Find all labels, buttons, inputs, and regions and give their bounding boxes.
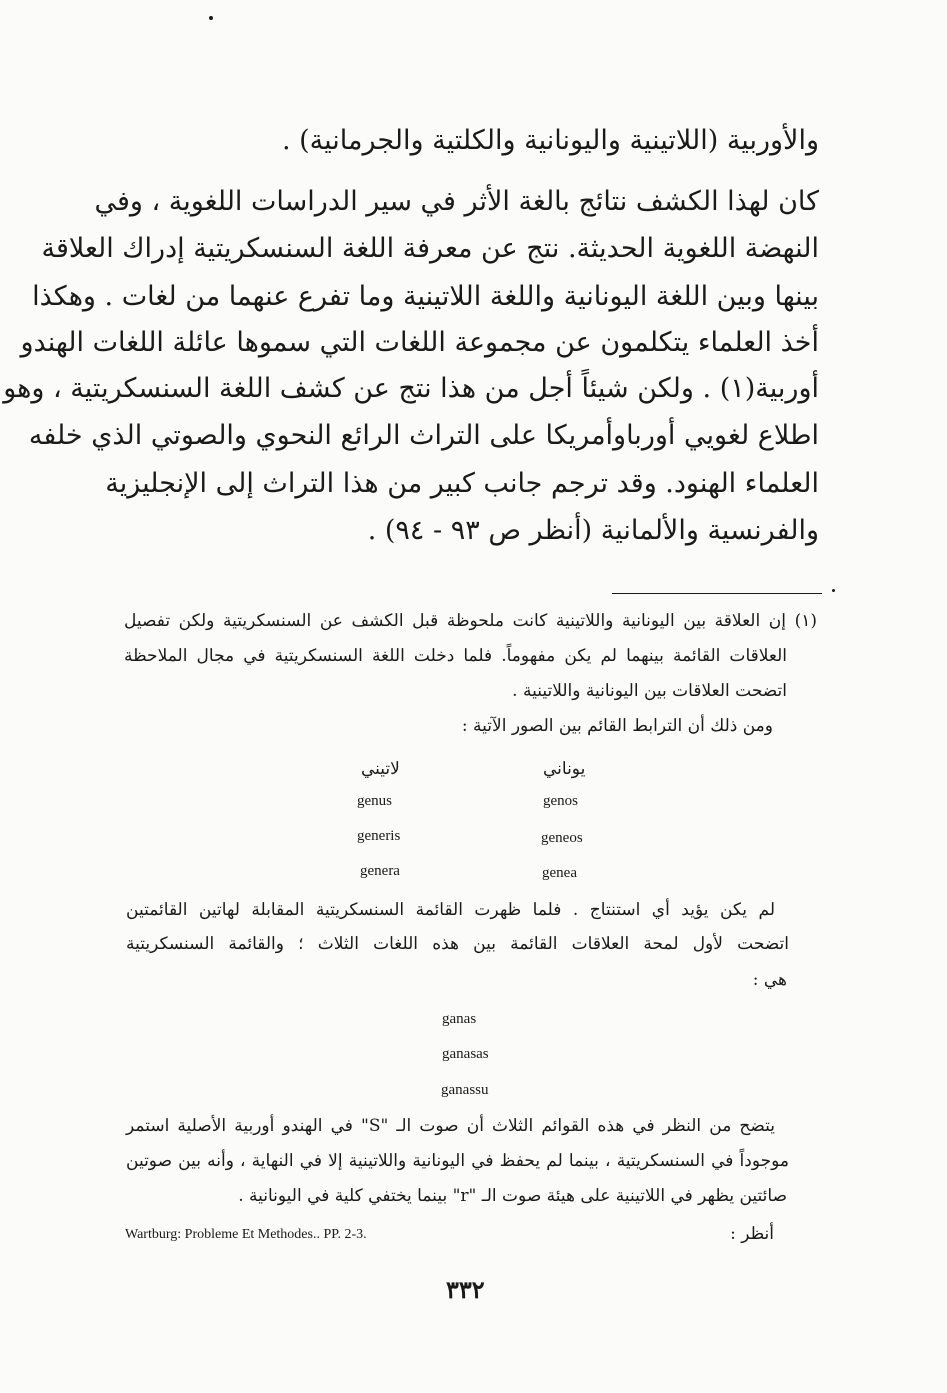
greek-word: geneos — [541, 830, 583, 846]
main-text-line-3: النهضة اللغوية الحديثة. نتج عن معرفة اللغة السنسكريتية إدراك العلاقة — [41, 233, 819, 264]
sanskrit-word: ganassu — [441, 1082, 489, 1098]
footnote-line-2: العلاقات القائمة بينهما لم يكن مفهوماً. فلما دخلت اللغة السنسكريتية في مجال الملاحظة — [124, 646, 787, 666]
main-text-line-2: كان لهذا الكشف نتائج بالغة الأثر في سير الدراسات اللغوية ، وفي — [94, 186, 819, 217]
footnote-line-1: (١) إن العلاقة بين اليونانية واللاتينية كانت ملحوظة قبل الكشف عن السنسكريتية ولكن تفصيل — [124, 611, 817, 631]
sanskrit-word: ganasas — [442, 1046, 489, 1062]
reference-label: أنظر : — [730, 1224, 774, 1244]
footnote-line-9: موجوداً في السنسكريتية ، بينما لم يحفظ في اليونانية واللاتينية إلا في النهاية ، وأنه بين صوتين — [126, 1151, 789, 1171]
main-text-line-7: اطلاع لغويي أورباوأمريكا على التراث الرائع النحوي والصوتي الذي خلفه — [28, 420, 819, 451]
greek-word: genos — [543, 793, 578, 809]
page-number: ٣٣٢ — [446, 1275, 485, 1304]
footnote-line-5: لم يكن يؤيد أي استنتاج . فلما ظهرت القائمة السنسكريتية المقابلة لهاتين القائمتين — [126, 900, 775, 920]
main-text-line-8: العلماء الهنود. وقد ترجم جانب كبير من هذا التراث إلى الإنجليزية — [105, 468, 819, 499]
header-greek: يوناني — [543, 759, 586, 779]
reference-citation: Wartburg: Probleme Et Methodes.. PP. 2-3. — [125, 1227, 367, 1242]
footnote-line-4: ومن ذلك أن الترابط القائم بين الصور الآتية : — [461, 716, 773, 736]
main-text-line-4: بينها وبين اللغة اليونانية واللغة اللاتينية وما تفرع عنهما من لغات . وهكذا — [32, 281, 819, 312]
footnote-line-10: صائتين يظهر في اللاتينية على هيئة صوت الـ "r" بينما يختفي كلية في اليونانية . — [238, 1186, 787, 1206]
main-text-line-9: والفرنسية والألمانية (أنظر ص ٩٣ - ٩٤) . — [367, 515, 819, 546]
main-text-line-1: والأوربية (اللاتينية واليونانية والكلتية والجرمانية) . — [281, 125, 819, 156]
latin-word: generis — [357, 828, 401, 844]
greek-word: genea — [542, 865, 577, 881]
footnote-line-8: يتضح من النظر في هذه القوائم الثلاث أن صوت الـ "S" في الهندو أوربية الأصلية استمر — [126, 1116, 775, 1136]
separator-dot — [832, 589, 835, 592]
sanskrit-word: ganas — [442, 1011, 477, 1027]
speck-mark — [209, 16, 213, 20]
footnote-line-6: اتضحت لأول لمحة العلاقات القائمة بين هذه اللغات الثلاث ؛ والقائمة السنسكريتية — [126, 934, 789, 954]
header-latin: لاتيني — [361, 759, 400, 779]
latin-word: genus — [357, 793, 392, 809]
main-text-line-5: أخذ العلماء يتكلمون عن مجموعة اللغات التي سموها عائلة اللغات الهندو — [20, 327, 819, 358]
main-text-line-6: أوربية(١) . ولكن شيئاً أجل من هذا نتج عن كشف اللغة السنسكريتية ، وهو — [3, 373, 819, 404]
latin-word: genera — [360, 863, 400, 879]
footnote-line-3: اتضحت العلاقات بين اليونانية واللاتينية . — [512, 681, 787, 701]
footnote-line-7: هي : — [752, 970, 787, 990]
footnote-separator — [612, 593, 822, 594]
